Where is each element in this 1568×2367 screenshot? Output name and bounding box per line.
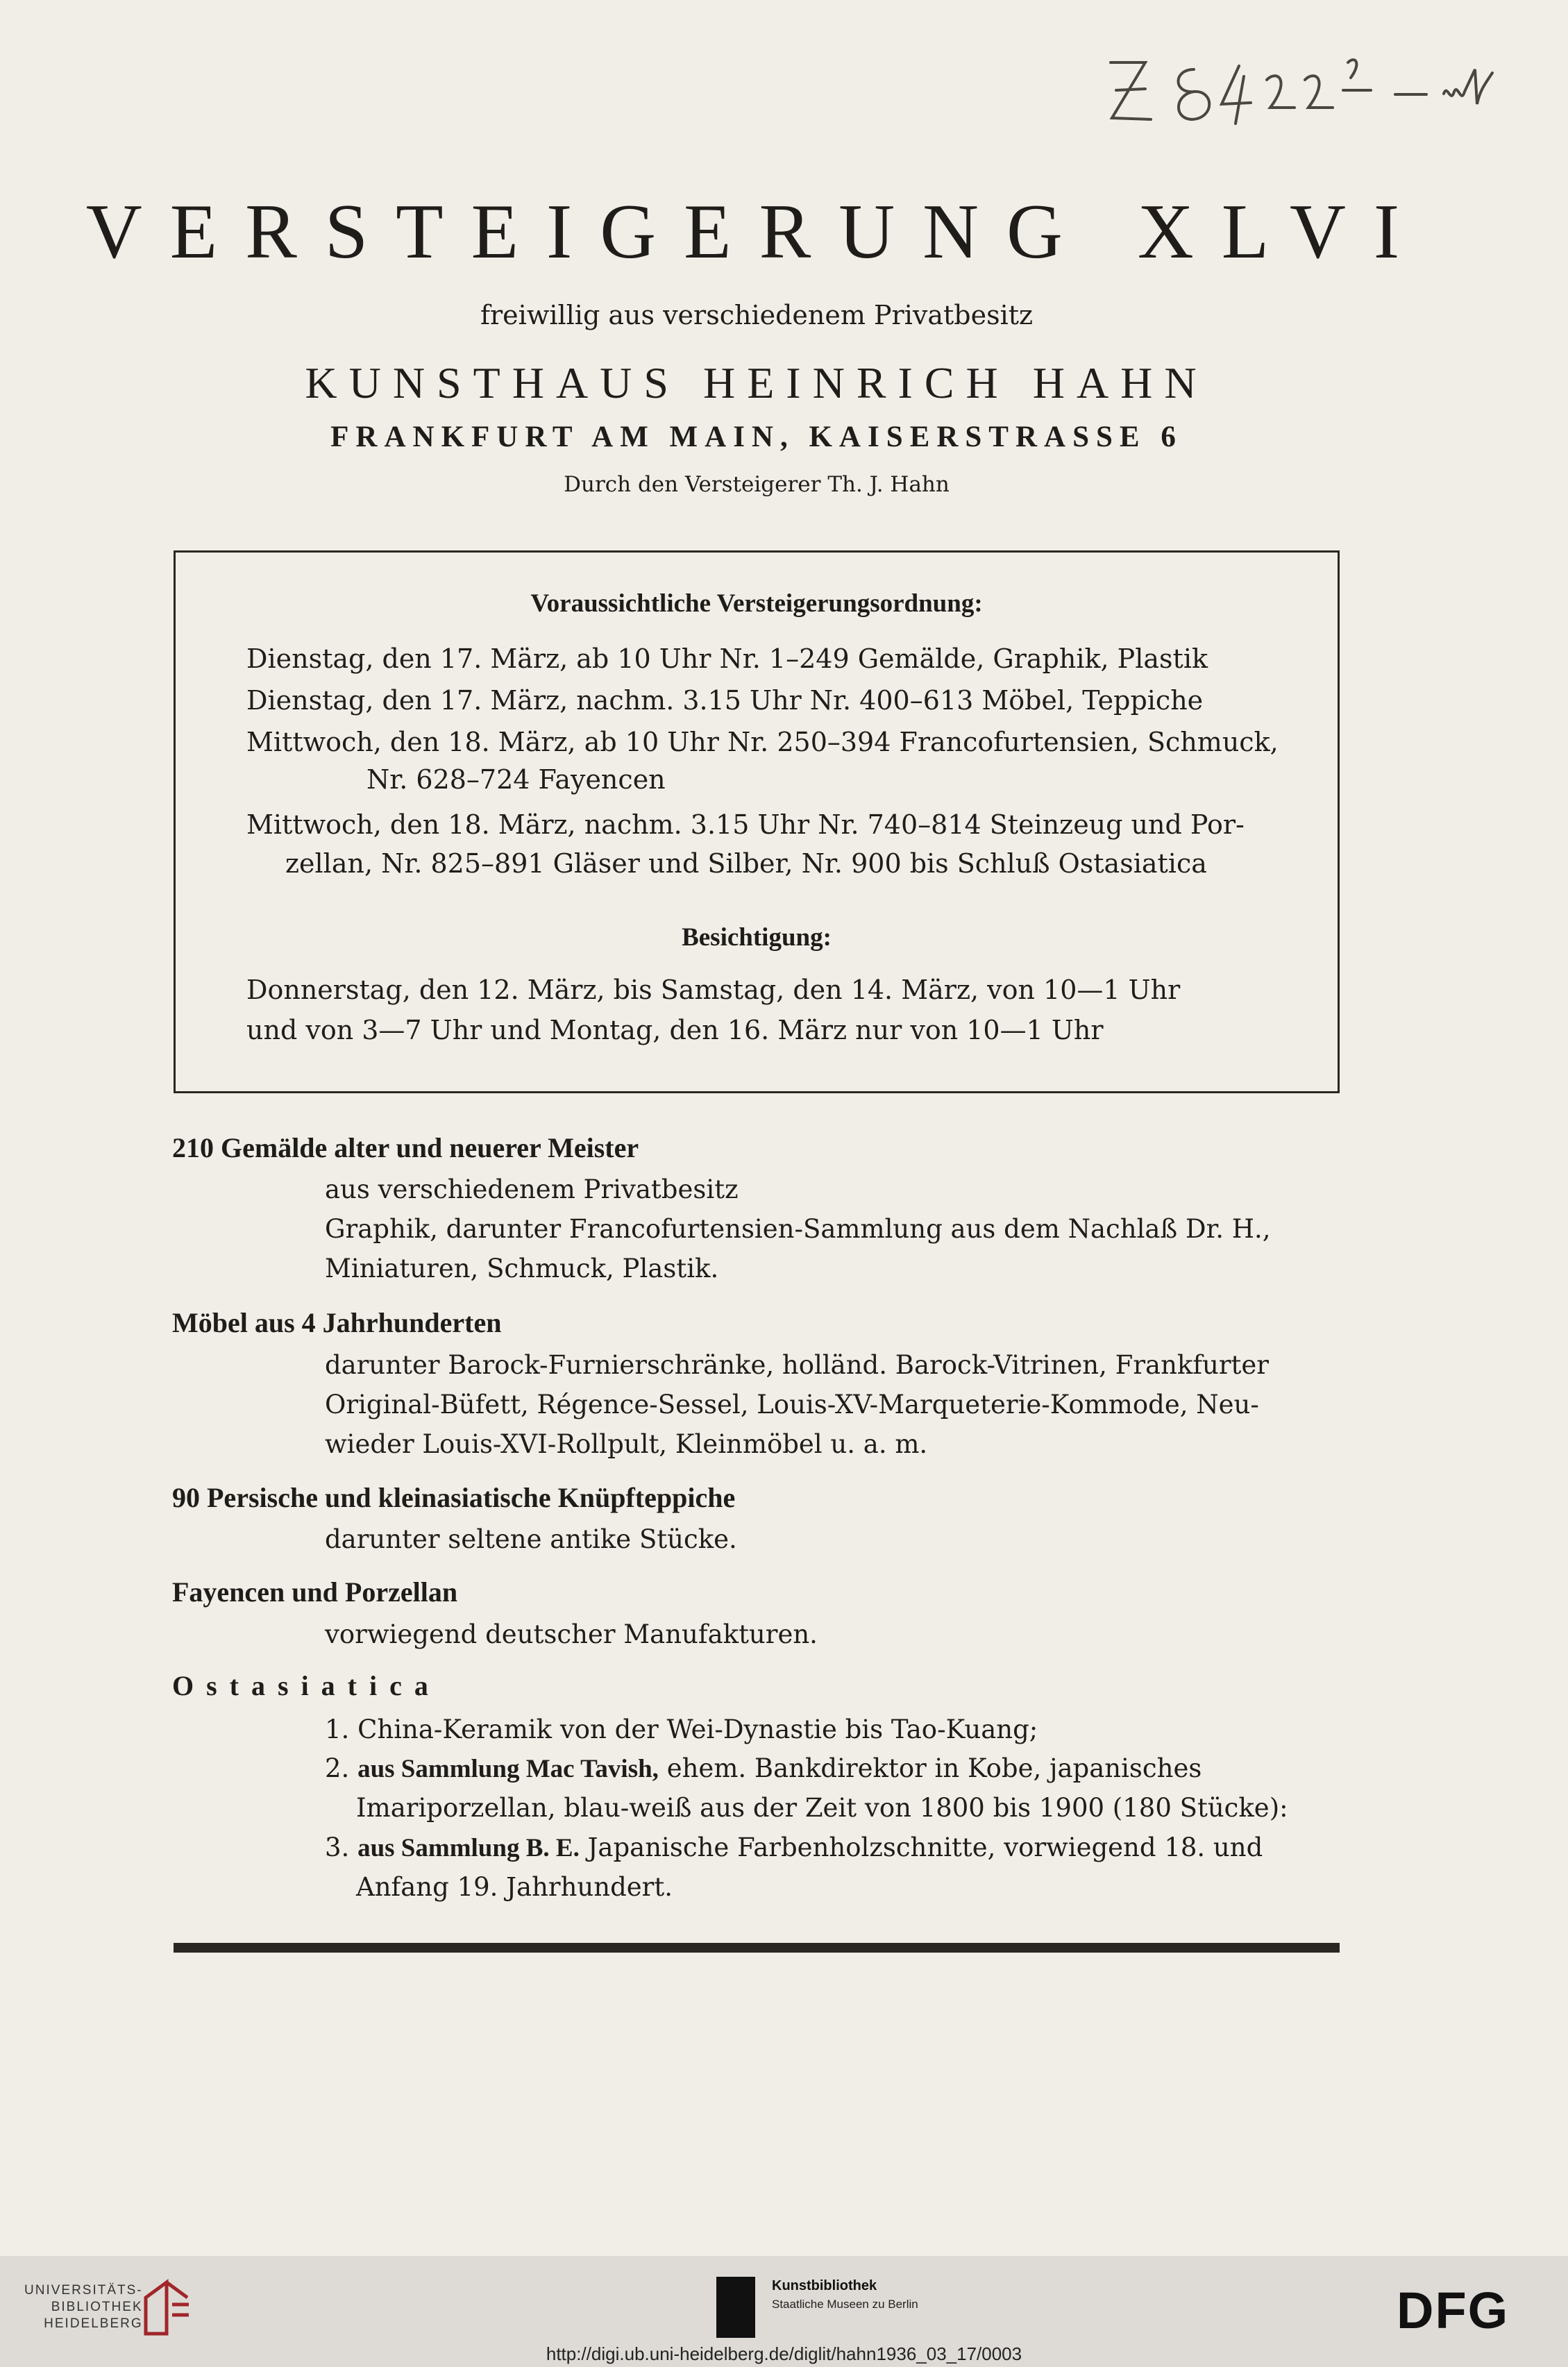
auctioneer-line: Durch den Versteigerer Th. J. Hahn bbox=[564, 472, 950, 497]
item-number: 3. bbox=[325, 1833, 358, 1862]
ostasiatica-item bbox=[325, 1753, 1202, 1784]
closing-rule bbox=[174, 1943, 1340, 1953]
item-collection: aus Sammlung Mac Tavish, bbox=[357, 1755, 659, 1783]
order-line: Dienstag, den 17. März, ab 10 Uhr Nr. 1–249 Gemälde, Graphik, Plastik bbox=[246, 643, 1208, 674]
item-collection: aus Sammlung B. E. bbox=[357, 1834, 580, 1862]
handwritten-shelfmark bbox=[1097, 42, 1499, 146]
item-text: ehem. Bankdirektor in Kobe, japanisches bbox=[658, 1753, 1202, 1783]
lot-title: 90 Persische und kleinasiatische Knüpfteppiche bbox=[172, 1482, 736, 1513]
university-line: BIBLIOTHEK bbox=[51, 2300, 143, 2314]
lot-title: Fayencen und Porzellan bbox=[172, 1576, 458, 1608]
lot-line: vorwiegend deutscher Manufakturen. bbox=[325, 1619, 818, 1649]
lot-line: darunter seltene antike Stücke. bbox=[325, 1524, 737, 1554]
ostasiatica-item bbox=[325, 1715, 1038, 1744]
lot-line: wieder Louis-XVI-Rollpult, Kleinmöbel u. a. m. bbox=[325, 1429, 928, 1459]
university-logo-text bbox=[24, 2282, 143, 2332]
auction-title: VERSTEIGERUNG XLVI bbox=[85, 189, 1428, 275]
item-text: Japanische Farbenholzschnitte, vorwiegend 18. und bbox=[579, 1833, 1263, 1862]
permalink-url[interactable]: http://digi.ub.uni-heidelberg.de/diglit/hahn1936_03_17/0003 bbox=[546, 2343, 1022, 2364]
auction-house: KUNSTHAUS HEINRICH HAHN bbox=[305, 358, 1208, 407]
item-continuation: Anfang 19. Jahrhundert. bbox=[356, 1872, 673, 1902]
lot-line: Miniaturen, Schmuck, Plastik. bbox=[325, 1254, 719, 1283]
item-number: 2. bbox=[325, 1753, 358, 1783]
lot-line: darunter Barock-Furnierschränke, holländ. Barock-Vitrinen, Frankfurter bbox=[325, 1350, 1269, 1380]
lot-line: Graphik, darunter Francofurtensien-Sammlung aus dem Nachlaß Dr. H., bbox=[325, 1214, 1271, 1244]
order-line: Dienstag, den 17. März, nachm. 3.15 Uhr Nr. 400–613 Möbel, Teppiche bbox=[246, 685, 1204, 716]
library-name: Kunstbibliothek bbox=[772, 2278, 877, 2293]
ostasiatica-item bbox=[325, 1833, 1263, 1863]
library-subtitle: Staatliche Museen zu Berlin bbox=[772, 2298, 918, 2311]
viewing-line: Donnerstag, den 12. März, bis Samstag, den 14. März, von 10—1 Uhr bbox=[246, 975, 1181, 1005]
order-line: Nr. 628–724 Fayencen bbox=[366, 764, 666, 795]
viewing-heading: Besichtigung: bbox=[682, 923, 832, 952]
dfg-logo: DFG bbox=[1397, 2282, 1510, 2339]
item-continuation: Imariporzellan, blau-weiß aus der Zeit von 1800 bis 1900 (180 Stücke): bbox=[356, 1793, 1288, 1823]
lot-title: 210 Gemälde alter und neuerer Meister bbox=[172, 1132, 639, 1163]
digitization-footer bbox=[0, 2256, 1568, 2367]
lot-title: Möbel aus 4 Jahrhunderten bbox=[172, 1307, 502, 1338]
university-line: HEIDELBERG bbox=[44, 2316, 143, 2331]
item-text: 1. China-Keramik von der Wei-Dynastie bis Tao-Kuang; bbox=[325, 1715, 1038, 1744]
university-logo-icon bbox=[139, 2277, 194, 2339]
auction-address: FRANKFURT AM MAIN, KAISERSTRASSE 6 bbox=[330, 421, 1183, 453]
order-line: Mittwoch, den 18. März, nachm. 3.15 Uhr Nr. 740–814 Steinzeug und Por- bbox=[246, 809, 1245, 840]
lot-line: aus verschiedenem Privatbesitz bbox=[325, 1174, 739, 1204]
ostasiatica-title: Ostasiatica bbox=[172, 1670, 441, 1701]
order-line: Mittwoch, den 18. März, ab 10 Uhr Nr. 250–394 Francofurtensien, Schmuck, bbox=[246, 727, 1279, 757]
university-line: UNIVERSITÄTS- bbox=[24, 2283, 143, 2298]
order-heading: Voraussichtliche Versteigerungsordnung: bbox=[530, 589, 983, 618]
order-line: zellan, Nr. 825–891 Gläser und Silber, Nr. 900 bis Schluß Ostasiatica bbox=[285, 848, 1207, 879]
kunstbibliothek-logo-icon bbox=[716, 2277, 755, 2338]
schedule-box bbox=[174, 550, 1340, 1093]
auction-subtitle: freiwillig aus verschiedenem Privatbesitz bbox=[480, 300, 1034, 330]
lot-line: Original-Büfett, Régence-Sessel, Louis-XV-Marqueterie-Kommode, Neu- bbox=[325, 1390, 1259, 1420]
viewing-line: und von 3—7 Uhr und Montag, den 16. März nur von 10—1 Uhr bbox=[246, 1015, 1104, 1045]
